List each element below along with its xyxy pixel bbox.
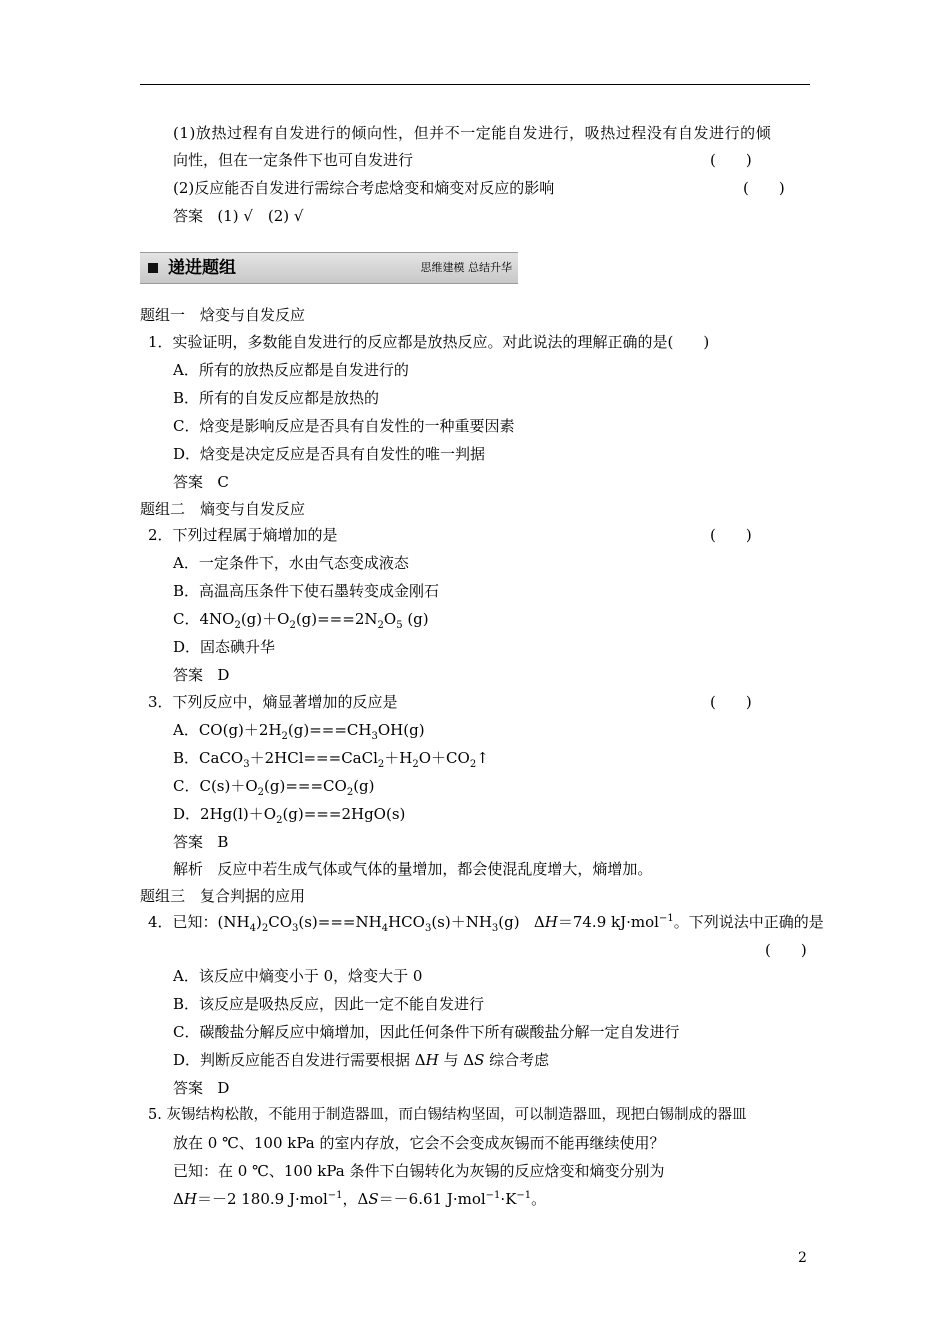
analysis-text: 反应中若生成气体或气体的量增加，都会使混乱度增大，熵增加。 xyxy=(217,860,653,878)
q3-option-b: B．$CaCO_3+2HCl===CaCl_2+H_2O+CO_2↑$ xyxy=(173,749,489,770)
option-d-suffix: 综合考虑 xyxy=(484,1051,550,1069)
intro-q1-line1: (1)放热过程有自发进行的倾向性，但并不一定能自发进行，吸热过程没有自发进行的倾 xyxy=(173,124,772,142)
question-4: 4．已知：$(NH_4)_2CO_3(s)===NH_4HCO_3(s)+NH_3(g)$ ΔH＝74.9 kJ·mol$^{-1}$。下列说法中正确的是 xyxy=(148,913,824,934)
q3-analysis xyxy=(173,859,652,879)
q1-option-a: A．所有的放热反应都是自发进行的 xyxy=(173,361,409,379)
answer-value: D xyxy=(217,666,230,684)
section-banner xyxy=(140,252,518,284)
answer-blank: ( ) xyxy=(765,941,807,959)
question-5-values: ΔH＝－2 180.9 J·mol$^{-1}$，ΔS＝－6.61 $J\cdot mol^{-1}\cdot K^{-1}$。 xyxy=(173,1190,547,1208)
q4-option-d: D．判断反应能否自发进行需要根据 ΔH 与 ΔS 综合考虑 xyxy=(173,1051,550,1069)
q4-answer xyxy=(173,1078,229,1098)
q2-option-c: C．$4NO_2(g)+O_2(g)===2N_2O_5$ (g) xyxy=(173,610,429,631)
q4-prefix: 4．已知： xyxy=(148,913,218,931)
answer-value: (1) √ (2) √ xyxy=(217,207,304,225)
q2-option-b: B．高温高压条件下使石墨转变成金刚石 xyxy=(173,582,440,600)
question-3: 3．下列反应中，熵显著增加的反应是 xyxy=(148,693,398,711)
q1-option-d: D．焓变是决定反应是否具有自发性的唯一判据 xyxy=(173,445,486,463)
q2-option-a: A．一定条件下，水由气态变成液态 xyxy=(173,554,409,572)
answer-label: 答案 xyxy=(173,207,204,225)
answer-label: 答案 xyxy=(173,473,204,491)
option-d-prefix: D．判断反应能否自发进行需要根据 xyxy=(173,1051,415,1069)
header-rule xyxy=(140,84,810,85)
answer-blank: ( ) xyxy=(710,526,752,544)
option-d-and: 与 xyxy=(438,1051,464,1069)
intro-q2: (2)反应能否自发进行需综合考虑焓变和熵变对反应的影响 xyxy=(173,179,555,197)
intro-answer xyxy=(173,206,303,226)
answer-blank: ( ) xyxy=(710,693,752,711)
answer-label: 答案 xyxy=(173,833,204,851)
group3-title: 题组三 复合判据的应用 xyxy=(140,887,306,905)
question-5-line2: 放在 0 ℃、100 kPa 的室内存放，它会不会变成灰锡而不能再继续使用？ xyxy=(173,1134,665,1152)
answer-label: 答案 xyxy=(173,666,204,684)
q4-option-c: C．碳酸盐分解反应中熵增加，因此任何条件下所有碳酸盐分解一定自发进行 xyxy=(173,1023,680,1041)
q1-option-c: C．焓变是影响反应是否具有自发性的一种重要因素 xyxy=(173,417,515,435)
banner-title: 递进题组 xyxy=(168,258,236,278)
q3-option-c: C．$C(s)+O_2(g)===CO_2(g)$ xyxy=(173,777,375,798)
question-5-line1: 5. 灰锡结构松散，不能用于制造器皿，而白锡结构坚固，可以制造器皿，现把白锡制成的器皿 xyxy=(148,1107,747,1123)
question-1: 1．实验证明，多数能自发进行的反应都是放热反应。对此说法的理解正确的是( ) xyxy=(148,333,710,351)
answer-blank: ( ) xyxy=(710,151,752,169)
square-bullet-icon xyxy=(148,263,158,273)
answer-value: B xyxy=(217,833,229,851)
group1-title: 题组一 焓变与自发反应 xyxy=(140,306,306,324)
group2-title: 题组二 熵变与自发反应 xyxy=(140,500,306,518)
q4-suffix: 。下列说法中正确的是 xyxy=(673,913,824,931)
q2-answer xyxy=(173,665,229,685)
banner-subtitle: 思维建模 总结升华 xyxy=(420,261,512,274)
q4-option-b: B．该反应是吸热反应，因此一定不能自发进行 xyxy=(173,995,485,1013)
question-5-line3: 已知：在 0 ℃、100 kPa 条件下白锡转化为灰锡的反应焓变和熵变分别为 xyxy=(173,1162,665,1180)
analysis-label: 解析 xyxy=(173,860,204,878)
option-label: C． xyxy=(173,610,200,628)
q3-option-a: A．$CO(g)+2H_2(g)===CH_3OH(g)$ xyxy=(173,721,425,742)
intro-q1-line2: 向性，但在一定条件下也可自发进行 xyxy=(173,151,414,169)
q1-option-b: B．所有的自发反应都是放热的 xyxy=(173,389,380,407)
q3-answer xyxy=(173,832,228,852)
page-number: 2 xyxy=(798,1250,807,1266)
q3-option-d: D．$2Hg(l)+O_2(g)===2HgO(s)$ xyxy=(173,805,406,826)
answer-blank: ( ) xyxy=(743,179,785,197)
q1-answer xyxy=(173,472,229,492)
q4-option-a: A．该反应中熵变小于 0，焓变大于 0 xyxy=(173,967,423,985)
question-2: 2．下列过程属于熵增加的是 xyxy=(148,526,338,544)
answer-value: C xyxy=(217,473,229,491)
answer-label: 答案 xyxy=(173,1079,204,1097)
q2-option-d: D．固态碘升华 xyxy=(173,638,276,656)
answer-value: D xyxy=(217,1079,230,1097)
